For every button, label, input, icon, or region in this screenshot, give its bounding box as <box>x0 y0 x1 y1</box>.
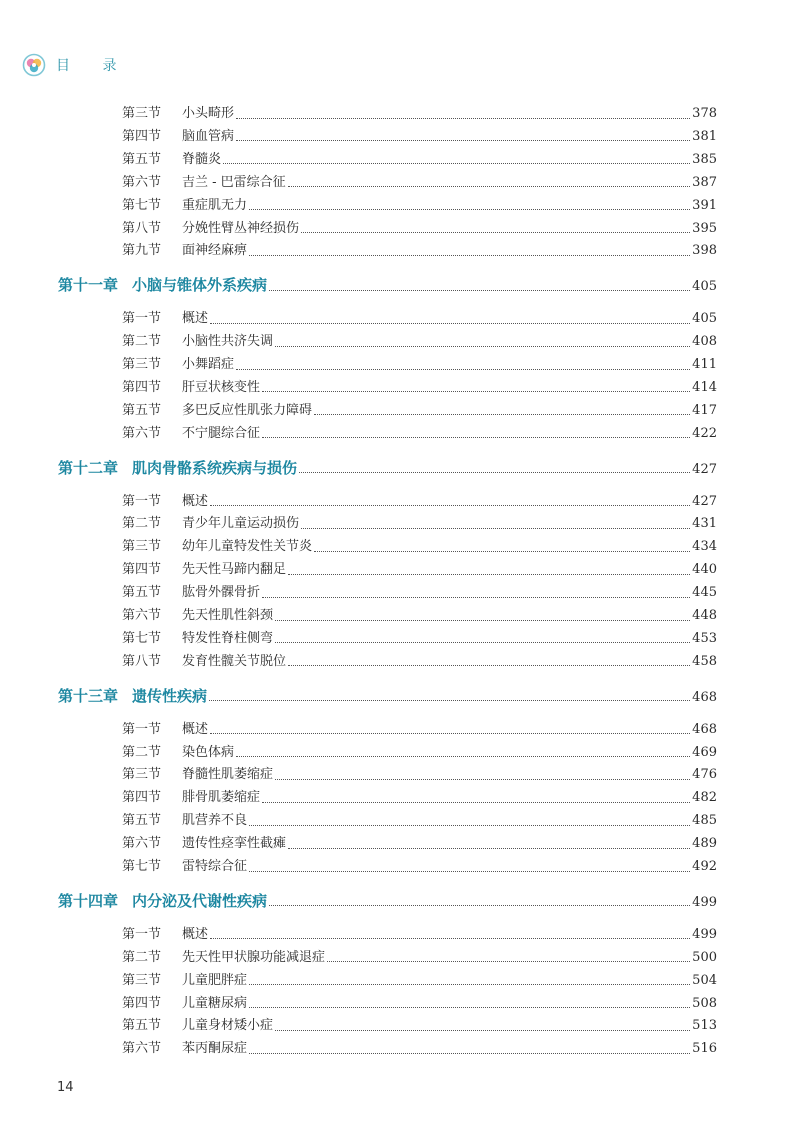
dot-leader <box>210 934 690 939</box>
dot-leader <box>275 342 690 347</box>
chapter-number: 第十四章 <box>58 891 119 910</box>
toc-section-row[interactable] <box>122 515 717 533</box>
page-number: 458 <box>692 653 717 669</box>
section-number: 第五节 <box>122 151 162 167</box>
toc-section-row[interactable] <box>122 721 717 739</box>
dot-leader <box>301 228 690 233</box>
page-number: 476 <box>692 767 717 783</box>
page-number: 508 <box>692 995 717 1011</box>
page-number: 485 <box>692 813 717 829</box>
section-number: 第八节 <box>122 653 162 669</box>
toc-section-row[interactable] <box>122 220 717 238</box>
toc-section-row[interactable] <box>122 356 717 374</box>
toc-section-row[interactable] <box>122 1040 717 1058</box>
toc-section-row[interactable] <box>122 1017 717 1035</box>
dot-leader <box>275 638 690 643</box>
section-number: 第四节 <box>122 562 162 578</box>
page-number: 499 <box>692 926 717 942</box>
section-number: 第九节 <box>122 243 162 259</box>
dot-leader <box>288 182 691 187</box>
dot-leader <box>209 696 690 701</box>
dot-leader <box>269 901 690 906</box>
chapter-number: 第十二章 <box>58 458 119 477</box>
section-title: 肝豆状核变性 <box>182 379 261 395</box>
section-title: 概述 <box>182 493 209 509</box>
dot-leader <box>210 729 690 734</box>
page-number: 448 <box>692 608 717 623</box>
section-number: 第二节 <box>122 516 162 532</box>
page-number: 398 <box>692 243 717 259</box>
toc-section-row[interactable] <box>122 310 717 328</box>
chapter-number: 第十三章 <box>58 686 119 705</box>
toc-section-row[interactable] <box>122 926 717 944</box>
section-number: 第三节 <box>122 539 162 555</box>
section-number: 第七节 <box>122 630 162 646</box>
dot-leader <box>327 957 690 962</box>
toc-section-row[interactable] <box>122 197 717 215</box>
section-number: 第四节 <box>122 128 162 144</box>
toc-section-row[interactable] <box>122 584 717 602</box>
section-number: 第五节 <box>122 813 162 829</box>
dot-leader <box>288 844 690 849</box>
toc-chapter-row[interactable] <box>58 274 717 298</box>
section-title: 小舞蹈症 <box>182 357 235 372</box>
toc-section-row[interactable] <box>122 379 717 397</box>
flower-logo-icon <box>22 53 46 77</box>
section-title: 分娩性臂丛神经损伤 <box>182 220 300 236</box>
page-number: 417 <box>692 402 717 418</box>
section-title: 腓骨肌萎缩症 <box>182 790 261 806</box>
section-number: 第六节 <box>122 174 162 190</box>
page-number: 408 <box>692 334 717 350</box>
toc-chapter-row[interactable] <box>58 685 717 709</box>
section-title: 先天性马蹄内翻足 <box>182 562 287 578</box>
toc-section-row[interactable] <box>122 493 717 511</box>
section-title: 幼年儿童特发性关节炎 <box>182 539 313 555</box>
section-number: 第六节 <box>122 836 162 852</box>
section-title: 特发性脊柱侧弯 <box>182 630 274 646</box>
page-number: 387 <box>692 174 717 190</box>
dot-leader <box>249 980 690 985</box>
header-title: 目 录 <box>56 58 131 74</box>
section-number: 第六节 <box>122 425 162 441</box>
dot-leader <box>275 1026 690 1031</box>
toc-section-row[interactable] <box>122 538 717 556</box>
section-title: 面神经麻痹 <box>182 243 248 259</box>
page-number: 499 <box>692 894 717 910</box>
page-number: 431 <box>692 516 717 532</box>
page-number: 414 <box>692 379 717 395</box>
toc-section-row[interactable] <box>122 425 717 443</box>
section-title: 脑血管病 <box>182 128 235 144</box>
page-number: 385 <box>692 151 717 167</box>
dot-leader <box>314 547 690 552</box>
page-number: 427 <box>692 493 717 509</box>
page-number: 453 <box>692 630 717 646</box>
section-number: 第三节 <box>122 972 162 988</box>
toc-section-row[interactable] <box>122 630 717 648</box>
section-number: 第四节 <box>122 995 162 1011</box>
page-number: 395 <box>692 220 717 236</box>
page-number: 482 <box>692 790 717 806</box>
dot-leader <box>288 661 690 666</box>
dot-leader <box>314 410 690 415</box>
section-number: 第六节 <box>122 1041 162 1057</box>
toc-section-row[interactable] <box>122 333 717 351</box>
toc-section-row[interactable] <box>122 995 717 1013</box>
section-title: 重症肌无力 <box>182 197 248 213</box>
dot-leader <box>249 251 690 256</box>
chapter-title: 小脑与锥体外系疾病 <box>132 276 268 295</box>
section-number: 第五节 <box>122 402 162 418</box>
section-title: 染色体病 <box>182 744 235 760</box>
dot-leader <box>299 468 690 473</box>
page-number: 504 <box>692 972 717 988</box>
toc-section-row[interactable] <box>122 835 717 853</box>
chapter-title: 遗传性疾病 <box>132 686 208 705</box>
chapter-number: 第十一章 <box>58 276 119 295</box>
section-number: 第四节 <box>122 379 162 395</box>
toc-section-row[interactable] <box>122 766 717 784</box>
section-number: 第二节 <box>122 949 162 965</box>
toc-section-row[interactable] <box>122 858 717 876</box>
section-title: 小脑性共济失调 <box>182 334 274 350</box>
section-title: 儿童身材矮小症 <box>182 1018 274 1034</box>
page-number: 405 <box>692 311 717 327</box>
page-number: 381 <box>692 128 717 144</box>
dot-leader <box>223 159 690 164</box>
dot-leader <box>262 798 690 803</box>
toc-section-row[interactable] <box>122 972 717 990</box>
section-title: 肌营养不良 <box>182 813 248 829</box>
dot-leader <box>275 775 690 780</box>
page-number: 422 <box>692 425 717 441</box>
dot-leader <box>262 387 690 392</box>
toc-chapter-row[interactable] <box>58 890 717 914</box>
page-number: 516 <box>692 1041 717 1057</box>
section-title: 小头畸形 <box>182 106 235 121</box>
section-title: 多巴反应性肌张力障碍 <box>182 402 313 418</box>
section-number: 第五节 <box>122 585 162 601</box>
toc-section-row[interactable] <box>122 105 717 123</box>
section-number: 第三节 <box>122 106 162 121</box>
section-number: 第一节 <box>122 493 162 509</box>
toc-section-row[interactable] <box>122 812 717 830</box>
section-title: 雷特综合征 <box>182 859 248 874</box>
dot-leader <box>236 136 690 141</box>
section-title: 肱骨外髁骨折 <box>182 585 261 601</box>
dot-leader <box>301 524 690 529</box>
section-title: 遗传性痉挛性截瘫 <box>182 836 287 852</box>
toc-section-row[interactable] <box>122 744 717 762</box>
dot-leader <box>249 1049 690 1054</box>
section-number: 第一节 <box>122 926 162 942</box>
dot-leader <box>236 752 690 757</box>
toc-section-row[interactable] <box>122 949 717 967</box>
dot-leader <box>275 616 690 621</box>
dot-leader <box>249 867 690 872</box>
dot-leader <box>236 114 690 119</box>
toc-chapter-row[interactable] <box>58 457 717 481</box>
section-number: 第七节 <box>122 859 162 874</box>
page-number: 469 <box>692 744 717 760</box>
section-title: 吉兰 - 巴雷综合征 <box>182 174 286 190</box>
toc-section-row[interactable] <box>122 151 717 169</box>
section-title: 儿童糖尿病 <box>182 995 248 1011</box>
toc-section-row[interactable] <box>122 607 717 625</box>
page-number: 378 <box>692 106 717 121</box>
page-number: 468 <box>692 689 717 705</box>
dot-leader <box>249 821 690 826</box>
section-number: 第二节 <box>122 334 162 350</box>
toc-section-row[interactable] <box>122 128 717 146</box>
section-title: 概述 <box>182 926 209 942</box>
dot-leader <box>249 1003 690 1008</box>
footer-page-number: 14 <box>57 1080 74 1095</box>
page-number: 513 <box>692 1018 717 1034</box>
section-number: 第五节 <box>122 1018 162 1034</box>
section-title: 青少年儿童运动损伤 <box>182 516 300 532</box>
section-title: 先天性甲状腺功能减退症 <box>182 949 326 965</box>
dot-leader <box>269 286 690 291</box>
section-title: 苯丙酮尿症 <box>182 1041 248 1057</box>
section-number: 第三节 <box>122 357 162 372</box>
section-title: 脊髓性肌萎缩症 <box>182 767 274 783</box>
chapter-title: 肌肉骨骼系统疾病与损伤 <box>132 458 298 477</box>
page-number: 411 <box>692 357 717 372</box>
dot-leader <box>249 205 690 210</box>
dot-leader <box>236 365 690 370</box>
toc-section-row[interactable] <box>122 402 717 420</box>
page-number: 405 <box>692 279 717 295</box>
section-title: 概述 <box>182 311 209 327</box>
toc-section-row[interactable] <box>122 789 717 807</box>
page-number: 440 <box>692 562 717 578</box>
section-number: 第七节 <box>122 197 162 213</box>
section-title: 概述 <box>182 721 209 737</box>
section-number: 第一节 <box>122 721 162 737</box>
dot-leader <box>262 433 690 438</box>
section-number: 第二节 <box>122 744 162 760</box>
section-title: 脊髓炎 <box>182 151 222 167</box>
chapter-title: 内分泌及代谢性疾病 <box>132 891 268 910</box>
section-title: 不宁腿综合征 <box>182 425 261 441</box>
page-number: 492 <box>692 859 717 874</box>
toc-section-row[interactable] <box>122 653 717 671</box>
page-number: 489 <box>692 836 717 852</box>
section-number: 第三节 <box>122 767 162 783</box>
dot-leader <box>210 319 690 324</box>
page-number: 427 <box>692 461 717 477</box>
section-number: 第八节 <box>122 220 162 236</box>
page-number: 468 <box>692 721 717 737</box>
dot-leader <box>262 593 690 598</box>
dot-leader <box>288 570 690 575</box>
section-number: 第一节 <box>122 311 162 327</box>
toc-section-row[interactable] <box>122 561 717 579</box>
page-number: 391 <box>692 197 717 213</box>
page-number: 500 <box>692 949 717 965</box>
section-title: 先天性肌性斜颈 <box>182 608 274 623</box>
section-title: 发育性髋关节脱位 <box>182 653 287 669</box>
section-number: 第六节 <box>122 608 162 623</box>
section-title: 儿童肥胖症 <box>182 972 248 988</box>
toc-section-row[interactable] <box>122 174 717 192</box>
page-header <box>22 52 130 78</box>
page-number: 434 <box>692 539 717 555</box>
page-number: 445 <box>692 585 717 601</box>
toc-section-row[interactable] <box>122 242 717 260</box>
dot-leader <box>210 501 690 506</box>
section-number: 第四节 <box>122 790 162 806</box>
